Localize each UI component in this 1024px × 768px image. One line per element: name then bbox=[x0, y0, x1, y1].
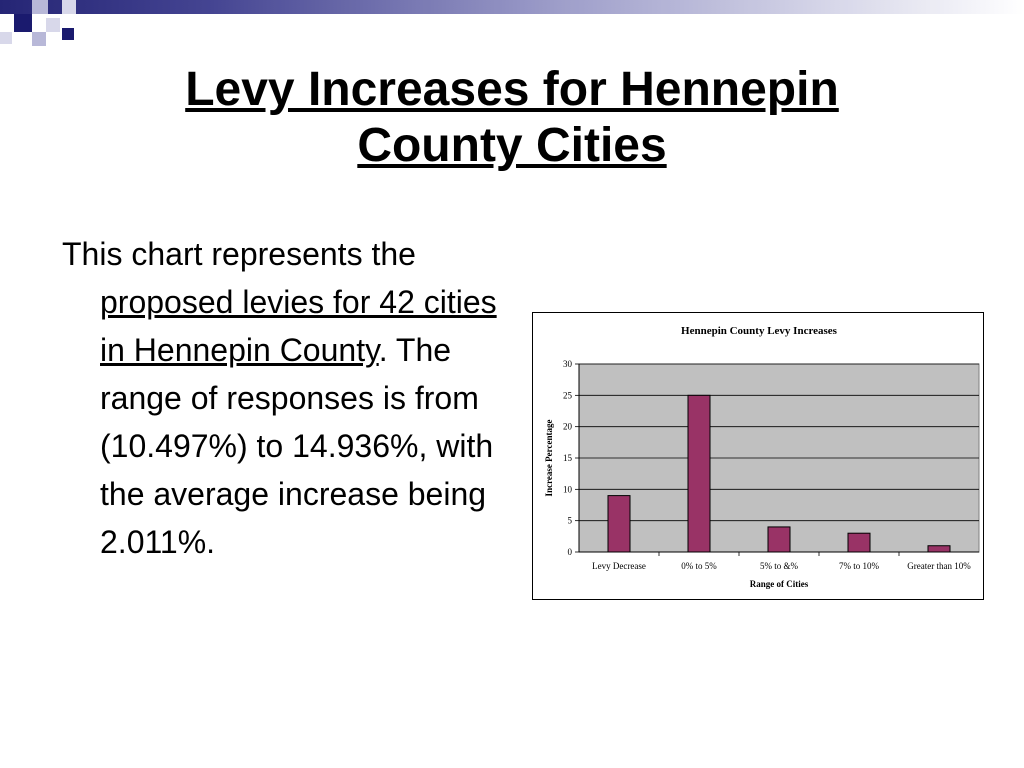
y-tick-label: 20 bbox=[563, 421, 572, 432]
y-axis-title: Increase Percentage bbox=[544, 419, 554, 497]
bar-3 bbox=[768, 527, 790, 552]
bar-2 bbox=[688, 395, 710, 552]
y-tick-label: 15 bbox=[563, 453, 572, 463]
body-text-start: This chart represents the bbox=[62, 236, 416, 272]
bar-5 bbox=[928, 546, 950, 552]
slide-title-line-2: County Cities bbox=[357, 119, 667, 172]
y-tick-label: 5 bbox=[567, 515, 572, 526]
chart-svg bbox=[533, 313, 985, 601]
bar-4 bbox=[848, 533, 870, 552]
x-tick-label: 5% to &% bbox=[760, 561, 798, 571]
proposed-levies-link[interactable]: proposed levies for 42 cities in Hennepin County bbox=[100, 284, 497, 368]
slide-title bbox=[0, 62, 1024, 174]
x-tick-label: 7% to 10% bbox=[839, 561, 879, 571]
chart-title: Hennepin County Levy Increases bbox=[681, 325, 837, 337]
y-tick-label: 10 bbox=[563, 484, 572, 495]
body-text-end: . The range of responses is from (10.497%) to 14.936%, with the average increase being 2.011%. bbox=[100, 332, 494, 560]
y-tick-label: 0 bbox=[567, 547, 572, 557]
x-tick-label: Greater than 10% bbox=[907, 561, 971, 571]
x-axis-title: Range of Cities bbox=[749, 579, 809, 589]
y-tick-label: 25 bbox=[563, 390, 572, 401]
bar-1 bbox=[608, 496, 630, 552]
y-tick-label: 30 bbox=[563, 359, 572, 369]
body-paragraph bbox=[62, 230, 500, 566]
slide-title-line-1: Levy Increases for Hennepin bbox=[185, 63, 839, 116]
top-accent-bar bbox=[0, 0, 1024, 44]
x-tick-label: Levy Decrease bbox=[592, 561, 646, 571]
x-tick-label: 0% to 5% bbox=[681, 561, 717, 571]
levy-chart bbox=[532, 312, 984, 600]
